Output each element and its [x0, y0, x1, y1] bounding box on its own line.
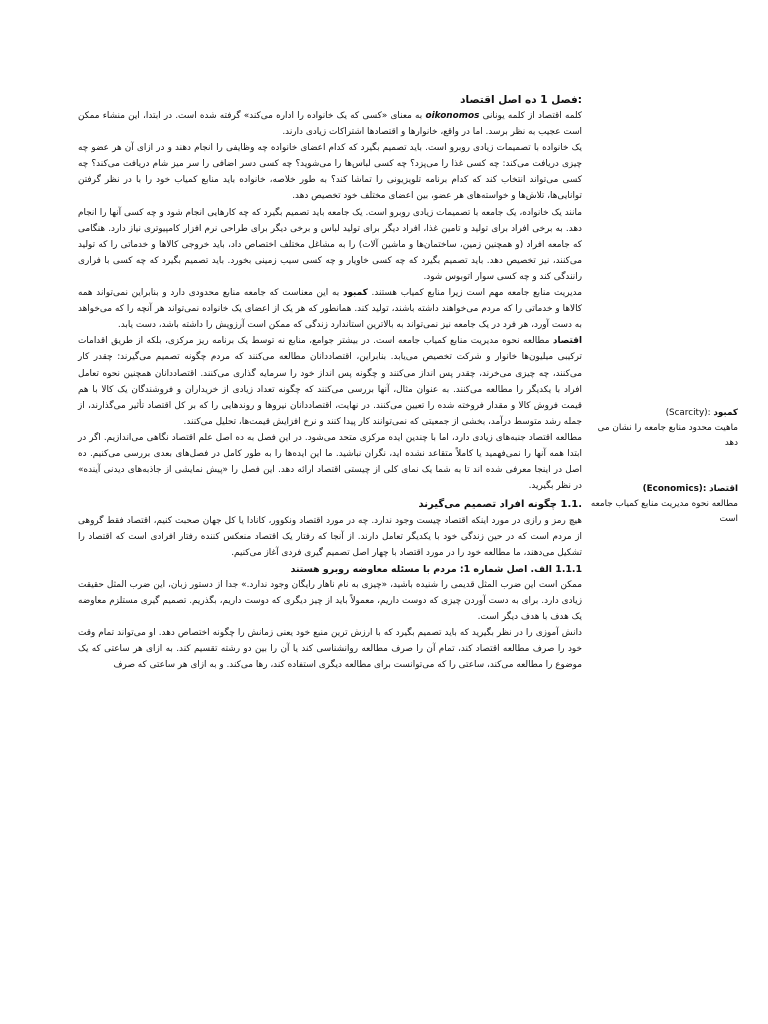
intro-paragraph	[78, 108, 582, 140]
decision-paragraph: هیچ رمز و رازی در مورد اینکه اقتصاد چیست وجود ندارد. چه در مورد اقتصاد ونکوور، کانادا یا کل جهان صحبت کنیم، اقتصاد فقط گروهی از مردم است که در حین زندگی خود با یکدیگر تعامل دارند. از آنجا که رفتار یک اقتصاد منعکس کننده رفتار افرادی است که اقتصاد را تشکیل می‌دهند، ما مطالعه خود را در مورد اقتصاد با چهار اصل تصمیم گیری فردی آغاز می‌کنیم.	[78, 516, 582, 559]
sidebar-economics-definition: مطالعه نحوه مدیریت منابع کمیاب جامعه است	[590, 499, 738, 524]
sidebar-scarcity-note	[588, 406, 738, 451]
tradeoff-paragraph: ممکن است این ضرب المثل قدیمی را شنیده باشید، «چیزی به نام ناهار رایگان وجود ندارد.» جدا از دستور زبان، این ضرب المثل حقیقت زیادی دارد. برای به دست آوردن چیزی که دوست داریم، معمولاً باید از چیز دیگری که دوست داریم، بگذریم. تصمیم گیری مستلزم معاوضه یک هدف با هدف دیگر است.	[78, 579, 582, 622]
household-paragraph: یک خانواده با تصمیمات زیادی روبرو است. باید تصمیم بگیرد که کدام اعضای خانواده چه وظایفی را انجام دهند و در ازای آن هر عضو چه چیزی دریافت می‌کند: چه کسی غذا را می‌پزد؟ چه کسی لباس‌ها را می‌شوید؟ چه کسی دسر اضافی را سر میز شام دریافت می‌کند؟ چه کسی می‌تواند انتخاب کند که کدام برنامه تلویزیونی را تماشا کند؟ به طور خلاصه، خانواده باید منابع کمیاب خود را با در نظر گرفتن توانایی‌ها، تلاش‌ها و خواسته‌های هر عضو، بین اعضای مختلف خود تخصیص دهد.	[78, 143, 582, 202]
chapter-heading	[78, 92, 582, 108]
sidebar-scarcity-term: کمبود	[713, 408, 738, 418]
section-title: چگونه افراد تصمیم می‌گیرند	[418, 499, 557, 511]
section-number: 1.1.	[560, 499, 582, 511]
economics-text: مطالعه نحوه مدیریت منابع کمیاب جامعه است. در بیشتر جوامع، منابع نه توسط یک برنامه ریز مرکزی، بلکه از طریق اقدامات ترکیبی میلیون‌ها خانوار و شرکت تخصیص می‌یابد. بنابراین، اقتصاددانان مطالعه می‌کنند که مردم چگونه تصمیم می‌گیرند: چقدر کار می‌کنند، چه چیزی می‌خرند، چقدر پس انداز می‌کنند و چگونه پس انداز خود را سرمایه گذاری می‌کنند. اقتصاددانان همچنین نحوه تعامل افراد با یکدیگر را مطالعه می‌کنند. به عنوان مثال، آنها بررسی می‌کنند که چگونه تعداد زیادی از خریداران و فروشندگان یک کالا با هم قیمت فروش کالا و مقدار فروخته شده را تعیین می‌کنند. در نهایت، اقتصاددانان نیروها و روندهایی را که بر کل اقتصاد تأثیر می‌گذارند، از جمله رشد متوسط درآمد، بخشی از جمعیتی که نمی‌توانند کار پیدا کنند و نرخ افزایش قیمت‌ها، تحلیل می‌کنند.	[78, 336, 582, 427]
scarcity-text-end: به این معناست که جامعه منابع محدودی دارد و بنابراین نمی‌تواند همه کالاها و خدماتی را که مردم می‌خواهند داشته باشند، تولید کند. همانطور که هر یک از اعضای یک خانواده نمی‌تواند هر آنچه را که می‌خواهد به دست آورد، هر فرد در یک جامعه نیز نمی‌تواند به بالاترین استاندارد زندگی که ممکن است آرزویش را داشته باشد، دست یابد.	[78, 288, 582, 331]
sidebar-economics-note	[588, 482, 738, 527]
chapter-number: فصل 1:	[540, 94, 582, 106]
economics-term: اقتصاد	[552, 336, 582, 347]
section-heading-1-1	[78, 497, 582, 512]
society-paragraph: مانند یک خانواده، یک جامعه با تصمیمات زیادی روبرو است. یک جامعه باید تصمیم بگیرد که چه کارهایی انجام شود و چه کسی آنها را انجام دهد. به برخی افراد برای تولید و تامین غذا، افراد دیگر برای تولید لباس و برخی دیگر برای طراحی نرم افزار کامپیوتری نیاز دارد. هنگامی که جامعه افراد (و همچنین زمین، ساختمان‌ها و ماشین آلات) را به مشاغل مختلف اختصاص داد، باید خروجی کالاها و خدماتی را که تولید می‌کنند، نیز تخصیص دهد. باید تصمیم بگیرد که چه کسی خاویار و چه کسی سیب زمینی بخورد. باید تصمیم بگیرد که چه کسی با فراری رانندگی کند و چه کسی سوار اتوبوس شود.	[78, 207, 582, 282]
subsection-number: 1.1.1	[555, 563, 582, 575]
scarcity-paragraph	[78, 285, 582, 333]
intro-text-end: به معنای «کسی که یک خانواده را اداره می‌کند» گرفته شده است. در ابتدا، این منشاء ممکن است عجیب به نظر برسد. اما در واقع، خانوارها و اقتصادها اشتراکات زیادی دارند.	[78, 111, 582, 138]
sidebar-economics-english: (Economics):	[642, 484, 707, 494]
scarcity-term: کمبود	[342, 288, 368, 299]
sidebar-scarcity-english: (Scarcity):	[665, 408, 711, 418]
chapter-title: ده اصل اقتصاد	[460, 94, 537, 106]
section-heading-1-1-1	[78, 562, 582, 577]
intro-text-start: کلمه اقتصاد از کلمه یونانی	[482, 111, 583, 121]
ten-principles-paragraph: مطالعه اقتصاد جنبه‌های زیادی دارد، اما با چندین ایده مرکزی متحد می‌شود. در این فصل به ده اصل علم اقتصاد نگاهی می‌اندازیم. اگر در ابتدا همه آنها را نمی‌فهمید یا کاملاً متقاعد نشده اید، نگران نباشید. ما این ایده‌ها را به طور کامل در فصل‌های بعدی بررسی می‌کنیم. ده اصل در اینجا معرفی شده اند تا به شما یک نمای کلی از چیستی اقتصاد ارائه دهد. این فصل را «پیش نمایشی از جاذبه‌های دیدنی آینده» در نظر بگیرید.	[78, 432, 582, 492]
sidebar-economics-term: اقتصاد	[709, 484, 738, 494]
scarcity-text-start: مدیریت منابع جامعه مهم است زیرا منابع کمیاب هستند.	[371, 288, 582, 299]
main-text-column	[78, 92, 582, 673]
economics-paragraph	[78, 333, 582, 430]
greek-word: oikonomos	[425, 111, 480, 121]
sidebar-scarcity-definition: ماهیت محدود منابع جامعه را نشان می دهد	[597, 423, 738, 448]
student-paragraph: دانش آموزی را در نظر بگیرید که باید تصمیم بگیرد که با ارزش ترین منبع خود یعنی زمانش را چگونه اختصاص دهد. او می‌تواند تمام وقت خود را صرف مطالعه اقتصاد کند، تمام آن را صرف مطالعه روانشناسی کند یا آن را بین دو رشته تقسیم کند. به ازای هر ساعتی که یک موضوع را مطالعه می‌کند، ساعتی را که می‌توانست برای مطالعه دیگری استفاده کند، رها می‌کند. و به ازای هر ساعتی که صرف	[78, 627, 582, 670]
subsection-title: الف. اصل شماره 1: مردم با مسئله معاوضه روبرو هستند	[290, 563, 553, 575]
